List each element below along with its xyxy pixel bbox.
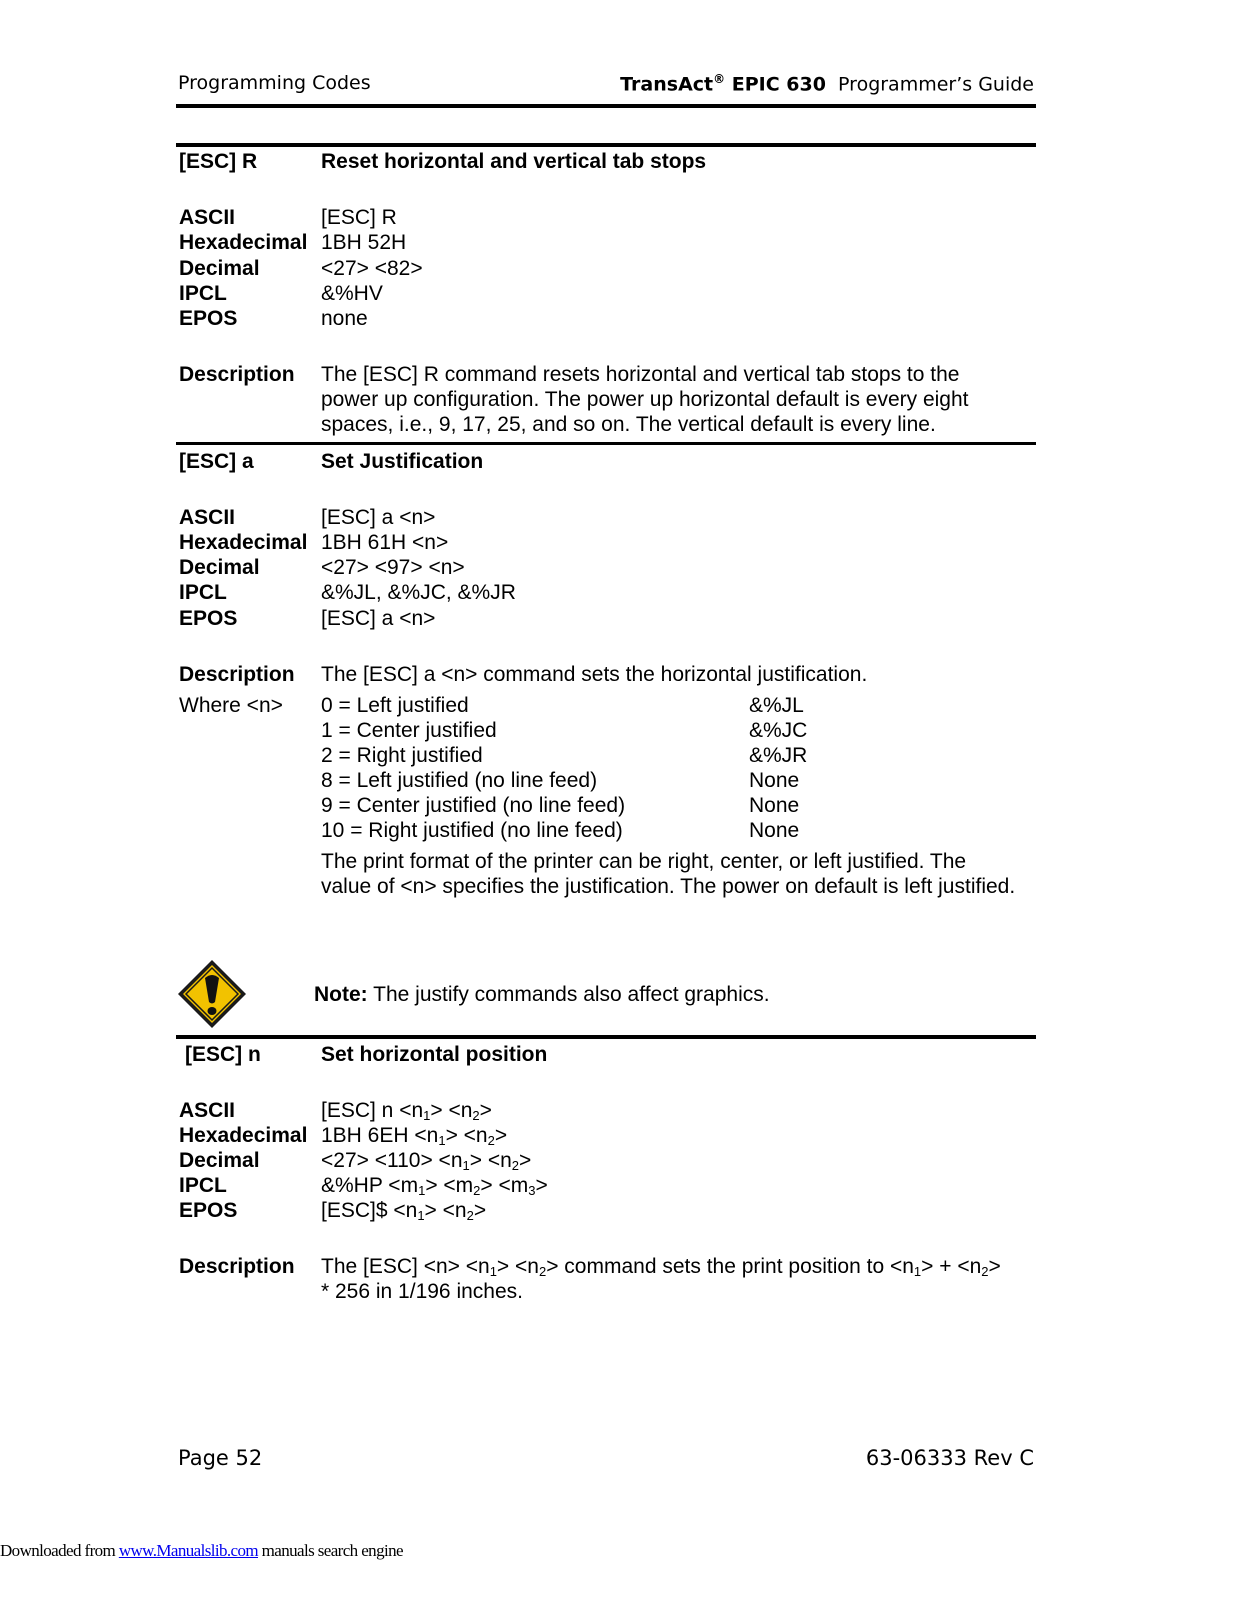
where-row bbox=[321, 693, 1021, 718]
where-table bbox=[321, 693, 1021, 843]
label-ascii: ASCII bbox=[179, 1099, 236, 1122]
running-header-title bbox=[620, 72, 1034, 95]
brand-name: TransAct bbox=[620, 73, 714, 96]
guide-name: Programmer’s Guide bbox=[838, 73, 1034, 96]
where-code: None bbox=[749, 769, 800, 792]
where-code: None bbox=[749, 819, 800, 842]
label-epos: EPOS bbox=[179, 307, 238, 330]
label-ipcl: IPCL bbox=[179, 282, 227, 305]
value-ipcl: &%HV bbox=[321, 282, 383, 305]
where-row bbox=[321, 793, 1021, 818]
where-row bbox=[321, 743, 1021, 768]
value-ipcl: &%JL, &%JC, &%JR bbox=[321, 581, 516, 604]
label-hexadecimal: Hexadecimal bbox=[179, 231, 308, 254]
where-code: &%JR bbox=[749, 744, 808, 767]
label-description: Description bbox=[179, 363, 295, 386]
label-decimal: Decimal bbox=[179, 1149, 260, 1172]
value-hexadecimal: 1BH 52H bbox=[321, 231, 407, 254]
label-epos: EPOS bbox=[179, 607, 238, 630]
where-value: 8 = Left justified (no line feed) bbox=[321, 769, 598, 792]
label-ipcl: IPCL bbox=[179, 581, 227, 604]
command-title: Set horizontal position bbox=[321, 1043, 548, 1066]
section-rule bbox=[176, 1035, 1036, 1039]
model-name: EPIC 630 bbox=[731, 73, 826, 96]
value-epos: [ESC]$ $<n_1> <n_2>$ bbox=[321, 1199, 487, 1223]
where-code: &%JL bbox=[749, 694, 804, 717]
command-code: [ESC] R bbox=[179, 150, 258, 173]
note-text: The justify commands also affect graphics. bbox=[367, 983, 770, 1006]
manualslib-link[interactable]: www.Manualslib.com bbox=[118, 1541, 259, 1560]
description-line-1: The $[ESC] <n> <n_1> <n_2>$ command sets the print position to $<n_1> + <n_2>$ bbox=[321, 1255, 1001, 1279]
where-value: 10 = Right justified (no line feed) bbox=[321, 819, 623, 842]
download-banner bbox=[0, 1541, 403, 1561]
where-value: 0 = Left justified bbox=[321, 694, 469, 717]
where-value: 2 = Right justified bbox=[321, 744, 483, 767]
label-ipcl: IPCL bbox=[179, 1174, 227, 1197]
description-text: The [ESC] R command resets horizontal and vertical tab stops to the power up configuration. The power up horizontal default is every eight spaces, i.e., 9, 17, 25, and so on. The vertical default is every line. bbox=[321, 363, 969, 436]
running-header-section: Programming Codes bbox=[178, 72, 371, 94]
label-ascii: ASCII bbox=[179, 506, 236, 529]
note bbox=[314, 982, 770, 1007]
value-ascii: [ESC] a <n> bbox=[321, 506, 436, 529]
where-row bbox=[321, 768, 1021, 793]
where-value: 9 = Center justified (no line feed) bbox=[321, 794, 626, 817]
where-label: Where <n> bbox=[179, 694, 283, 717]
section-rule bbox=[176, 143, 1036, 147]
label-epos: EPOS bbox=[179, 1199, 238, 1222]
command-code: [ESC] a bbox=[179, 450, 254, 473]
value-decimal: <27> <82> bbox=[321, 257, 423, 280]
value-ipcl: &%HP $<m_1> <m_2> <m_3>$ bbox=[321, 1174, 548, 1198]
where-code: &%JC bbox=[749, 719, 808, 742]
label-description: Description bbox=[179, 663, 295, 686]
label-ascii: ASCII bbox=[179, 206, 236, 229]
value-hexadecimal: 1BH $6EH <n_1> <n_2>$ bbox=[321, 1124, 508, 1148]
note-label: Note: bbox=[314, 983, 368, 1006]
value-ascii: [ESC] $n <n_1> <n_2>$ bbox=[321, 1099, 492, 1123]
where-value: 1 = Center justified bbox=[321, 719, 497, 742]
value-epos: none bbox=[321, 307, 368, 330]
command-title: Set Justification bbox=[321, 450, 484, 473]
registered-mark: ® bbox=[713, 72, 726, 86]
warning-icon bbox=[176, 958, 248, 1030]
section-rule bbox=[176, 442, 1036, 445]
label-decimal: Decimal bbox=[179, 257, 260, 280]
where-row bbox=[321, 818, 1021, 843]
description-text: The [ESC] a <n> command sets the horizontal justification. bbox=[321, 663, 868, 686]
label-decimal: Decimal bbox=[179, 556, 260, 579]
command-code: [ESC] n bbox=[185, 1043, 261, 1066]
value-decimal: $<27> <110> <n_1> <n_2>$ bbox=[321, 1149, 532, 1173]
value-epos: [ESC] a <n> bbox=[321, 607, 436, 630]
value-decimal: <27> <97> <n> bbox=[321, 556, 465, 579]
label-description: Description bbox=[179, 1255, 295, 1278]
where-row bbox=[321, 718, 1021, 743]
command-title: Reset horizontal and vertical tab stops bbox=[321, 150, 707, 173]
page-number: Page 52 bbox=[178, 1446, 263, 1470]
description-line-2: * 256 in 1/196 inches. bbox=[321, 1280, 523, 1303]
download-suffix: manuals search engine bbox=[258, 1541, 403, 1560]
document-number: 63-06333 Rev C bbox=[865, 1446, 1034, 1470]
value-ascii: [ESC] R bbox=[321, 206, 397, 229]
value-hexadecimal: 1BH 61H <n> bbox=[321, 531, 449, 554]
label-hexadecimal: Hexadecimal bbox=[179, 531, 308, 554]
header-rule bbox=[176, 104, 1036, 108]
label-hexadecimal: Hexadecimal bbox=[179, 1124, 308, 1147]
where-code: None bbox=[749, 794, 800, 817]
download-prefix: Downloaded from bbox=[0, 1541, 119, 1560]
justification-explanation: The print format of the printer can be right, center, or left justified. The value of <n> specifies the justification. The power on default is left justified. bbox=[321, 850, 1016, 898]
